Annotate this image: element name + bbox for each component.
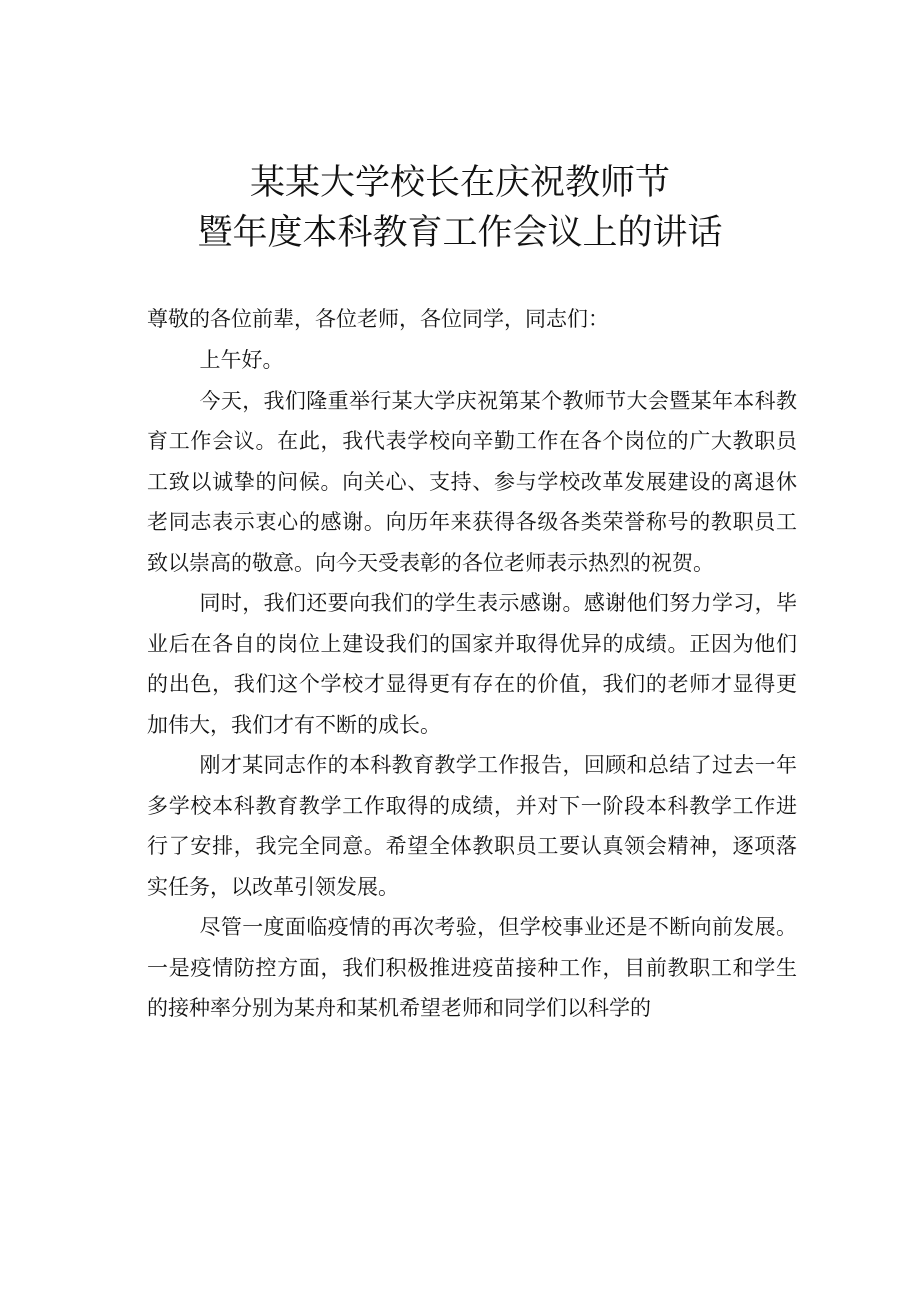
paragraph-greeting: 上午好。 — [199, 348, 284, 372]
paragraph-pandemic: 尽管一度面临疫情的再次考验，但学校事业还是不断向前发展。一是疫情防控方面，我们积极推进疫苗接种工作，目前教职工和学生的接种率分别为某舟和某机希望老师和同学们以科学的 — [147, 915, 797, 1020]
document-title-line-1: 某某大学校长在庆祝教师节 — [249, 163, 670, 203]
salutation: 尊敬的各位前辈，各位老师，各位同学，同志们： — [147, 307, 609, 331]
paragraph-thanks-students: 同时，我们还要向我们的学生表示感谢。感谢他们努力学习，毕业后在各自的岗位上建设我们的国家并取得优异的成绩。正因为他们的出色，我们这个学校才显得更有存在的价值，我们的老师才显得更加伟大，我们才有不断的成长。 — [147, 591, 797, 737]
paragraph-report: 刚才某同志作的本科教育教学工作报告，回顾和总结了过去一年多学校本科教育教学工作取得的成绩，并对下一阶段本科教学工作进行了安排，我完全同意。希望全体教职员工要认真领会精神，逐项落实任务，以改革引领发展。 — [147, 753, 797, 899]
speech-body — [147, 340, 797, 1029]
document-title-line-2: 暨年度本科教育工作会议上的讲话 — [197, 213, 723, 253]
paragraph-opening: 今天，我们隆重举行某大学庆祝第某个教师节大会暨某年本科教育工作会议。在此，我代表学校向辛勤工作在各个岗位的广大教职员工致以诚挚的问候。向关心、支持、参与学校改革发展建设的离退休老同志表示衷心的感谢。向历年来获得各级各类荣誉称号的教职员工致以崇高的敬意。向今天受表彰的各位老师表示热烈的祝贺。 — [147, 388, 797, 575]
